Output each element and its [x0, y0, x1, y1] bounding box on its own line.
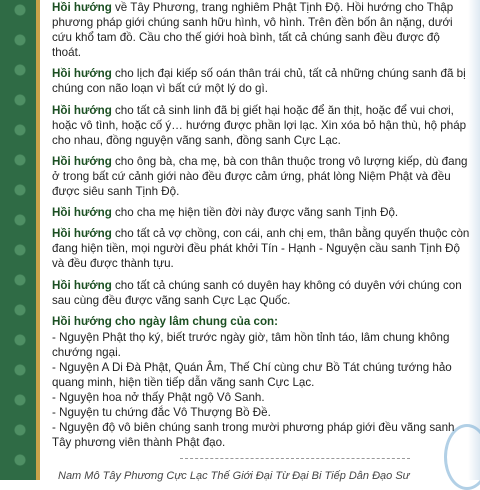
paragraph-keyword: Hồi hướng	[52, 278, 112, 292]
paragraph-keyword: Hồi hướng	[52, 1, 112, 14]
paragraph-3	[52, 103, 470, 148]
document-body	[52, 0, 470, 451]
list-item: - Nguyện độ vô biên chúng sanh trong mười phương pháp giới đều vãng sanh Tây phương viên thành Phật đạo.	[52, 421, 455, 450]
list-item: - Nguyện tu chứng đắc Vô Thượng Bồ Đề.	[52, 406, 271, 420]
paragraph-text: cho tất cả vợ chồng, con cái, anh chị em, thân bằng quyến thuộc còn đang hiện tiền, mọi người đều phát khởi Tín - Hạnh - Nguyện cầu sanh Tịnh Độ và đều được thành tựu.	[52, 227, 470, 271]
paragraph-1	[52, 0, 470, 60]
paragraph-text: về Tây Phương, trang nghiêm Phật Tịnh Độ. Hồi hướng cho Thập phương pháp giới chúng sanh hữu hình, vô hình. Trên đền bốn ân nặng, dưới cứu khổ tam đồ. Cầu cho thế giới hoà bình, tất cả chúng sanh đều được độ thoát.	[52, 1, 454, 60]
paragraph-2	[52, 66, 470, 96]
paragraph-keyword: Hồi hướng	[52, 154, 112, 168]
paragraph-4	[52, 154, 470, 199]
paragraph-5	[52, 205, 470, 220]
list-item: - Nguyện A Di Đà Phật, Quán Âm, Thế Chí cùng chư Bồ Tát chúng tướng hảo quang minh, hiện tiền tiếp dẫn vãng sanh Cực Lạc.	[52, 360, 452, 390]
paragraph-keyword: Hồi hướng	[52, 103, 112, 117]
paragraph-text: cho cha mẹ hiện tiền đời này được vãng sanh Tịnh Độ.	[111, 206, 399, 220]
paragraph-text: cho tất cả sinh linh đã bị giết hại hoặc để ăn thịt, hoặc để vui chơi, hoặc vô tình, hoặc cố ý… hướng được phần lợi lạc. Xin xóa bỏ hận thù, hộ pháp cho nhau, đồng nguyện vãng sanh, đồng sanh Cực Lạc.	[52, 103, 467, 147]
paragraph-7	[52, 278, 470, 308]
paragraph-keyword: Hồi hướng	[52, 206, 112, 220]
paragraph-text: cho tất cả chúng sanh có duyên hay không có duyên với chúng con sau cùng đều được vãng sanh Cực Lạc Quốc.	[52, 278, 462, 307]
paragraph-keyword: Hồi hướng	[52, 227, 112, 241]
footer-text: Nam Mô Tây Phương Cực Lạc Thế Giới Đại Từ Đại Bi Tiếp Dẫn Đạo Sư	[58, 470, 410, 482]
paragraph-keyword: Hồi hướng	[52, 67, 112, 81]
paragraph-text: cho lịch đại kiếp số oán thân trái chủ, tất cả những chúng sanh đã bị chúng con não loạn vì bất cứ một lý do gì.	[52, 67, 466, 96]
decorative-left-border	[0, 0, 40, 480]
footer-divider	[180, 458, 410, 459]
section-title: Hồi hướng cho ngày lâm chung của con:	[52, 314, 278, 328]
paragraph-text: cho ông bà, cha mẹ, bà con thân thuộc trong vô lượng kiếp, dù đang ở trong bất cứ cảnh giới nào đều được cảm ứng, phát lòng Niệm Phật và đều được siêu sanh Tịnh Độ.	[52, 154, 468, 199]
list-item: - Nguyện Phật thọ ký, biết trước ngày giờ, tâm hồn tỉnh táo, lâm chung không chướng ngại.	[52, 330, 450, 359]
list-item: - Nguyện hoa nở thấy Phật ngộ Vô Sanh.	[52, 391, 265, 405]
paragraph-6	[52, 226, 470, 271]
